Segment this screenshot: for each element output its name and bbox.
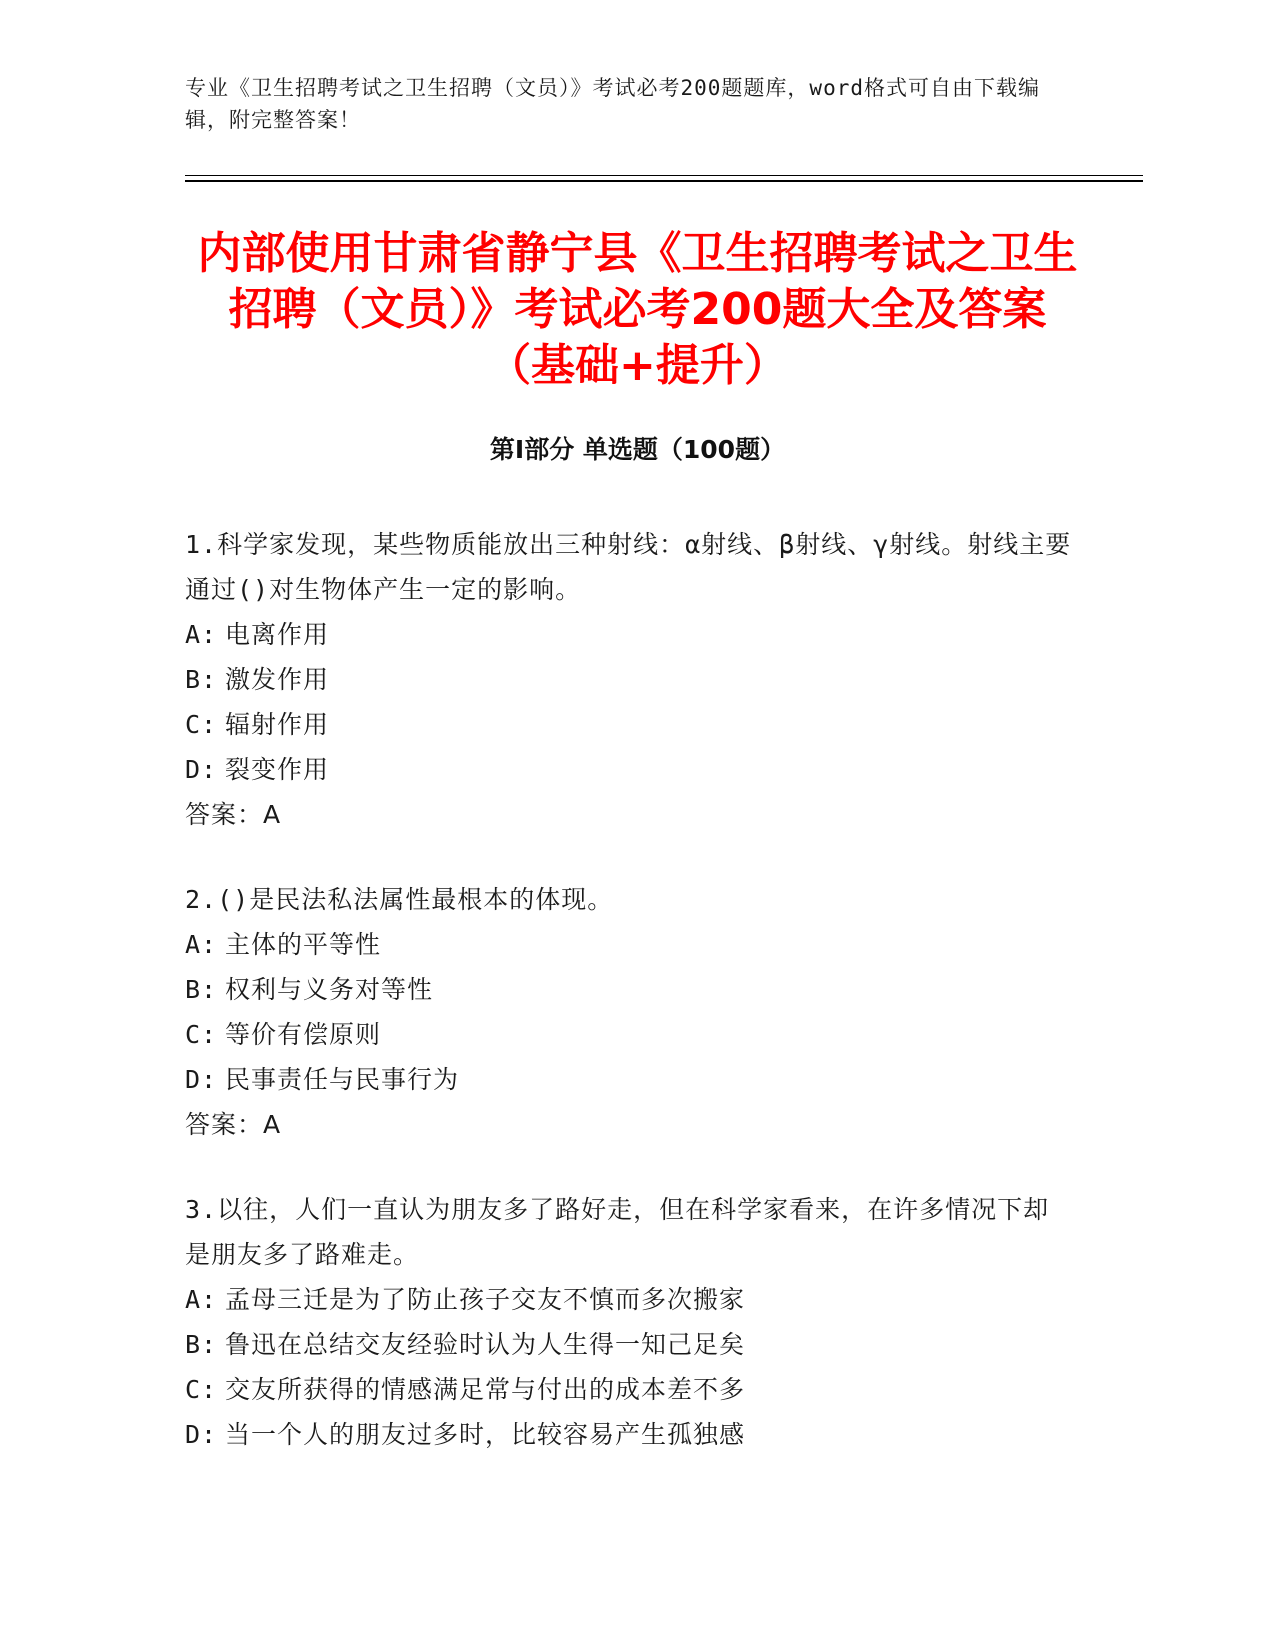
option-d bbox=[185, 1412, 1075, 1457]
question-stem: 2.()是民法私法属性最根本的体现。 bbox=[185, 885, 614, 914]
option-c bbox=[185, 1367, 1075, 1412]
option-text: 民事责任与民事行为 bbox=[225, 1065, 460, 1094]
section-heading: 第I部分 单选题（100题） bbox=[489, 435, 786, 464]
option-letter: C: bbox=[185, 1375, 218, 1404]
option-letter: C: bbox=[185, 1020, 218, 1049]
option-letter: D: bbox=[185, 1420, 218, 1449]
option-letter: A: bbox=[185, 1285, 218, 1314]
document-title: 内部使用甘肃省静宁县《卫生招聘考试之卫生招聘（文员）》考试必考200题大全及答案（基础+提升） bbox=[197, 228, 1078, 391]
option-letter: B: bbox=[185, 1330, 218, 1359]
option-letter: D: bbox=[185, 1065, 218, 1094]
question-stem: 1.科学家发现，某些物质能放出三种射线：α射线、β射线、γ射线。射线主要通过()对生物体产生一定的影响。 bbox=[185, 530, 1072, 604]
option-text: 电离作用 bbox=[225, 620, 330, 649]
answer-line: 答案：A bbox=[185, 800, 282, 829]
header-divider-thin bbox=[185, 175, 1143, 176]
option-text: 当一个人的朋友过多时，比较容易产生孤独感 bbox=[225, 1420, 746, 1449]
option-letter: B: bbox=[185, 665, 218, 694]
option-b bbox=[185, 967, 1075, 1012]
option-b bbox=[185, 657, 1075, 702]
option-b bbox=[185, 1322, 1075, 1367]
option-a bbox=[185, 612, 1075, 657]
option-letter: A: bbox=[185, 620, 218, 649]
header-divider-thick bbox=[185, 180, 1143, 182]
option-a bbox=[185, 922, 1075, 967]
question-list bbox=[185, 522, 1075, 1497]
option-text: 等价有偿原则 bbox=[225, 1020, 382, 1049]
option-text: 孟母三迁是为了防止孩子交友不慎而多次搬家 bbox=[225, 1285, 746, 1314]
option-text: 鲁迅在总结交友经验时认为人生得一知己足矣 bbox=[225, 1330, 746, 1359]
question-3 bbox=[185, 1187, 1075, 1457]
option-text: 主体的平等性 bbox=[225, 930, 382, 959]
option-text: 权利与义务对等性 bbox=[225, 975, 434, 1004]
header-note: 专业《卫生招聘考试之卫生招聘（文员）》考试必考200题题库，word格式可自由下载编辑，附完整答案！ bbox=[185, 76, 1040, 132]
question-stem: 3.以往，人们一直认为朋友多了路好走，但在科学家看来，在许多情况下却是朋友多了路难走。 bbox=[185, 1195, 1050, 1269]
option-letter: D: bbox=[185, 755, 218, 784]
option-text: 辐射作用 bbox=[225, 710, 330, 739]
option-text: 裂变作用 bbox=[225, 755, 330, 784]
option-a bbox=[185, 1277, 1075, 1322]
option-text: 交友所获得的情感满足常与付出的成本差不多 bbox=[225, 1375, 746, 1404]
answer-line: 答案：A bbox=[185, 1110, 282, 1139]
option-letter: C: bbox=[185, 710, 218, 739]
option-d bbox=[185, 1057, 1075, 1102]
question-2 bbox=[185, 877, 1075, 1147]
option-c bbox=[185, 1012, 1075, 1057]
option-c bbox=[185, 702, 1075, 747]
option-d bbox=[185, 747, 1075, 792]
question-1 bbox=[185, 522, 1075, 837]
option-text: 激发作用 bbox=[225, 665, 330, 694]
option-letter: A: bbox=[185, 930, 218, 959]
option-letter: B: bbox=[185, 975, 218, 1004]
